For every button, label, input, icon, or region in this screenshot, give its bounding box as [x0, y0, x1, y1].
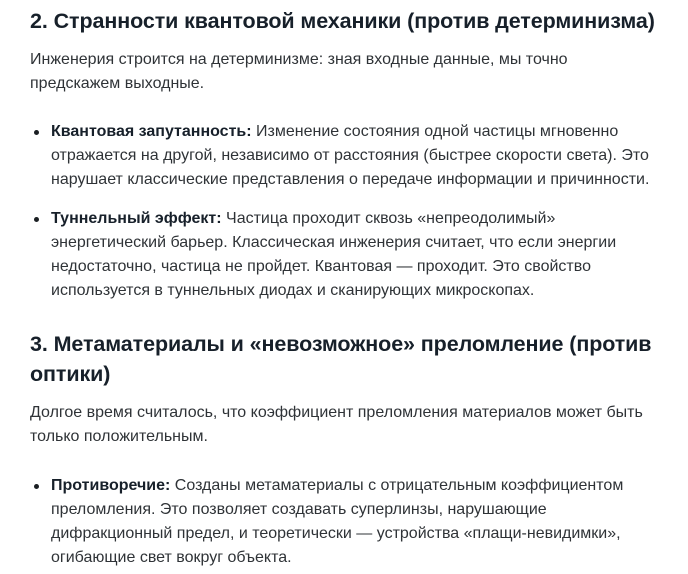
- bullet-dot-icon: [34, 130, 39, 135]
- section-intro-quantum: Инженерия строится на детерминизме: зная входные данные, мы точно предскажем выходные.: [30, 51, 568, 92]
- list-item-entanglement: [30, 120, 656, 192]
- list-item-term: Противоречие:: [51, 477, 171, 494]
- list-item-text: Созданы метаматериалы с отрицательным коэффициентом преломления. Это позволяет создавать суперлинзы, нарушающие дифракционный предел, и теоретически — устройства «плащи-невидимки», огибающие свет вокруг объекта.: [51, 477, 624, 566]
- list-item-text: Изменение состояния одной частицы мгновенно отражается на другой, независимо от расстояния (быстрее скорости света). Это нарушает классические представления о передаче информации и причинности.: [51, 123, 650, 188]
- section-intro-metamaterials: Долгое время считалось, что коэффициент преломления материалов может быть только положительным.: [30, 404, 643, 445]
- bullet-list-quantum: [30, 120, 656, 303]
- list-item-term: Квантовая запутанность:: [51, 123, 252, 140]
- list-item-term: Туннельный эффект:: [51, 210, 222, 227]
- section-heading-quantum: 2. Странности квантовой механики (против детерминизма): [30, 9, 655, 33]
- section-heading-metamaterials: 3. Метаматериалы и «невозможное» преломление (против оптики): [30, 332, 652, 386]
- list-item-contradiction: [30, 474, 656, 570]
- bullet-dot-icon: [34, 217, 39, 222]
- bullet-dot-icon: [34, 484, 39, 489]
- bullet-list-metamaterials: [30, 474, 656, 570]
- list-item-text: Частица проходит сквозь «непреодолимый» энергетический барьер. Классическая инженерия считает, что если энергии недостаточно, частица не пройдет. Квантовая — проходит. Это свойство используется в туннельных диодах и сканирующих микроскопах.: [51, 210, 617, 299]
- list-item-tunneling: [30, 207, 656, 303]
